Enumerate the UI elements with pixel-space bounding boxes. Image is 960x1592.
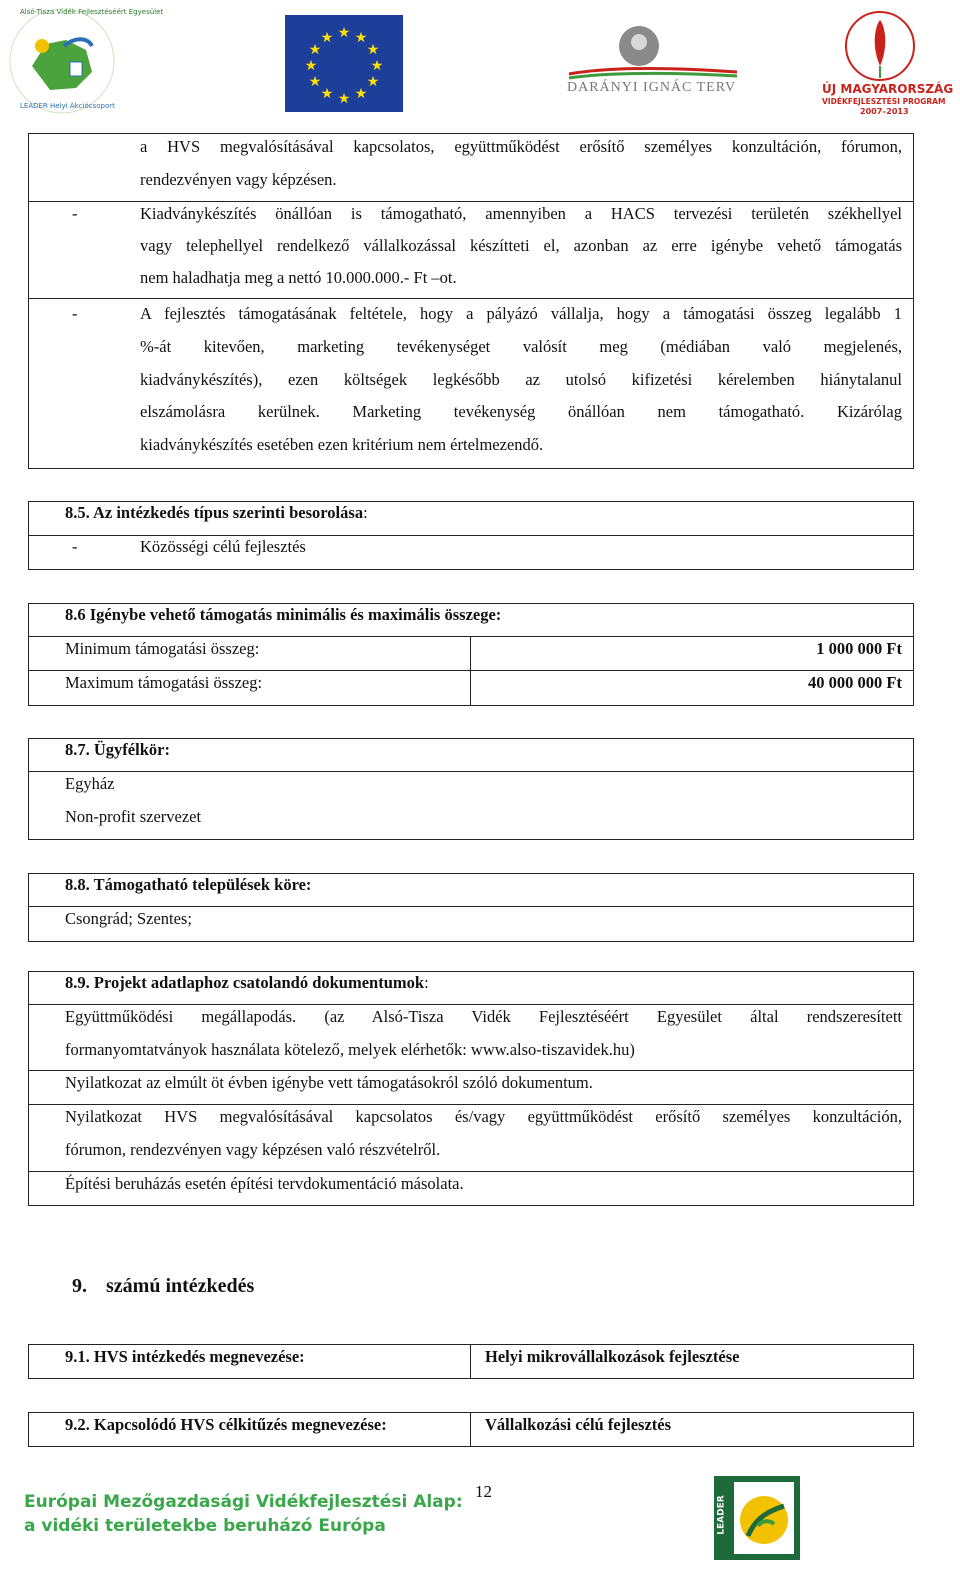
condition-line: %-át kitevően, marketing tevékenységet valósít meg (médiában való megjelenés, [140, 337, 902, 356]
column-divider [470, 1412, 471, 1447]
section-9-number: 9. [72, 1275, 87, 1297]
svg-text:★: ★ [354, 86, 368, 102]
document-item: Nyilatkozat az elmúlt öt évben igénybe vett támogatásokról szóló dokumentum. [65, 1073, 593, 1092]
daranyi-ignac-terv-logo [567, 20, 745, 102]
column-divider [470, 1344, 471, 1379]
section-8-9-title: 8.9. Projekt adatlaphoz csatolandó dokumentumok: [65, 973, 429, 992]
section-9-1-label: 9.1. HVS intézkedés megnevezése: [65, 1347, 305, 1366]
bullet-dash: - [72, 537, 78, 556]
page-number: 12 [475, 1482, 492, 1501]
section-9-title: számú intézkedés [106, 1275, 255, 1297]
svg-text:★: ★ [354, 30, 368, 46]
footer-eafrd-line2: a vidéki területekbe beruházó Európa [24, 1516, 386, 1536]
section-8-8-title: 8.8. Támogatható települések köre: [65, 875, 312, 894]
condition-line: kiadványkészítés), ezen költségek legkésőbb az utolsó kifizetési kérelemben hiánytalanul [140, 370, 902, 389]
condition-line: rendezvényen vagy képzésen. [140, 170, 337, 189]
section-8-6-title: 8.6 Igénybe vehető támogatás minimális és maximális összege: [65, 605, 502, 624]
row-divider [28, 771, 914, 772]
row-divider [28, 1171, 914, 1172]
document-item: fórumon, rendezvényen vagy képzésen való részvételről. [65, 1140, 441, 1159]
svg-text:★: ★ [337, 25, 351, 41]
leader-logo [714, 1476, 800, 1560]
svg-text:★: ★ [308, 74, 322, 90]
svg-text:★: ★ [366, 42, 380, 58]
settlements-value: Csongrád; Szentes; [65, 909, 192, 928]
eu-flag-logo [285, 15, 403, 112]
row-divider [28, 535, 914, 536]
row-divider [28, 636, 914, 637]
row-divider [28, 1104, 914, 1105]
svg-text:★: ★ [320, 30, 334, 46]
condition-line: vagy telephellyel rendelkező vállalkozással készítteti el, azonban az erre igénybe vehető támogatás [140, 236, 902, 255]
condition-line: a HVS megvalósításával kapcsolatos, együttműködést erősítő személyes konzultáción, fórumon, [140, 137, 902, 156]
condition-line: Kiadványkészítés önállóan is támogatható, amennyiben a HACS tervezési területén székhellyel [140, 204, 902, 223]
svg-text:★: ★ [304, 58, 318, 74]
svg-text:★: ★ [337, 91, 351, 107]
umv-sub: VIDÉKFEJLESZTÉSI PROGRAM [822, 97, 946, 106]
document-item: Együttműködési megállapodás. (az Alsó-Tisza Vidék Fejlesztéséért Egyesület által rendszeresített [65, 1007, 902, 1026]
row-divider [28, 1070, 914, 1071]
umv-years: 2007–2013 [860, 107, 909, 116]
footer-eafrd-line1: Európai Mezőgazdasági Vidékfejlesztési Alap: [24, 1492, 463, 1512]
condition-line: kiadványkészítés esetében ezen kritérium nem értelmezendő. [140, 435, 544, 454]
document-item: Nyilatkozat HVS megvalósításával kapcsolatos és/vagy együttműködést erősítő személyes konzultáción, [65, 1107, 902, 1126]
leader-text: LEADER [716, 1495, 727, 1535]
document-item: formanyomtatványok használata kötelező, melyek elérhetők: www.also-tiszavidek.hu) [65, 1040, 635, 1059]
bullet-dash: - [72, 204, 78, 223]
bullet-dash: - [72, 304, 78, 323]
client-item: Egyház [65, 774, 115, 793]
row-divider [28, 1004, 914, 1005]
association-logo [6, 6, 164, 116]
section-9-2-value: Vállalkozási célú fejlesztés [485, 1415, 672, 1434]
svg-text:★: ★ [308, 42, 322, 58]
document-item: Építési beruházás esetén építési tervdokumentáció másolata. [65, 1174, 464, 1193]
row-divider [28, 670, 914, 671]
condition-line: nem haladhatja meg a nettó 10.000.000.- Ft –ot. [140, 268, 457, 287]
min-amount-label: Minimum támogatási összeg: [65, 639, 260, 658]
section-9-1-value: Helyi mikrovállalkozások fejlesztése [485, 1347, 740, 1366]
dit-text: DARÁNYI IGNÁC TERV [567, 80, 737, 95]
logo-left-sub: LEADER Helyi Akciócsoport [20, 102, 115, 110]
max-amount-label: Maximum támogatási összeg: [65, 673, 263, 692]
svg-text:★: ★ [370, 58, 384, 74]
max-amount-value: 40 000 000 Ft [808, 673, 902, 692]
section-9-2-label: 9.2. Kapcsolódó HVS célkitűzés megnevezése: [65, 1415, 387, 1434]
svg-text:★: ★ [320, 86, 334, 102]
client-item: Non-profit szervezet [65, 807, 202, 826]
column-divider [470, 636, 471, 705]
row-divider [28, 298, 914, 299]
logo-left-text: Alsó-Tisza Vidék Fejlesztéséért Egyesület [20, 8, 164, 16]
row-divider [28, 201, 914, 202]
measure-type: Közösségi célú fejlesztés [140, 537, 306, 556]
uj-magyarorszag-logo [822, 8, 958, 120]
svg-text:★: ★ [366, 74, 380, 90]
min-amount-value: 1 000 000 Ft [816, 639, 902, 658]
section-8-5-title: 8.5. Az intézkedés típus szerinti besorolása: [65, 503, 368, 522]
section-8-7-title: 8.7. Ügyfélkör: [65, 740, 170, 759]
condition-line: A fejlesztés támogatásának feltétele, hogy a pályázó vállalja, hogy a támogatási összeg legalább 1 [140, 304, 902, 323]
umv-title: ÚJ MAGYARORSZÁG [822, 82, 954, 96]
condition-line: elszámolásra kerülnek. Marketing tevékenység önállóan nem támogatható. Kizárólag [140, 402, 902, 421]
row-divider [28, 906, 914, 907]
